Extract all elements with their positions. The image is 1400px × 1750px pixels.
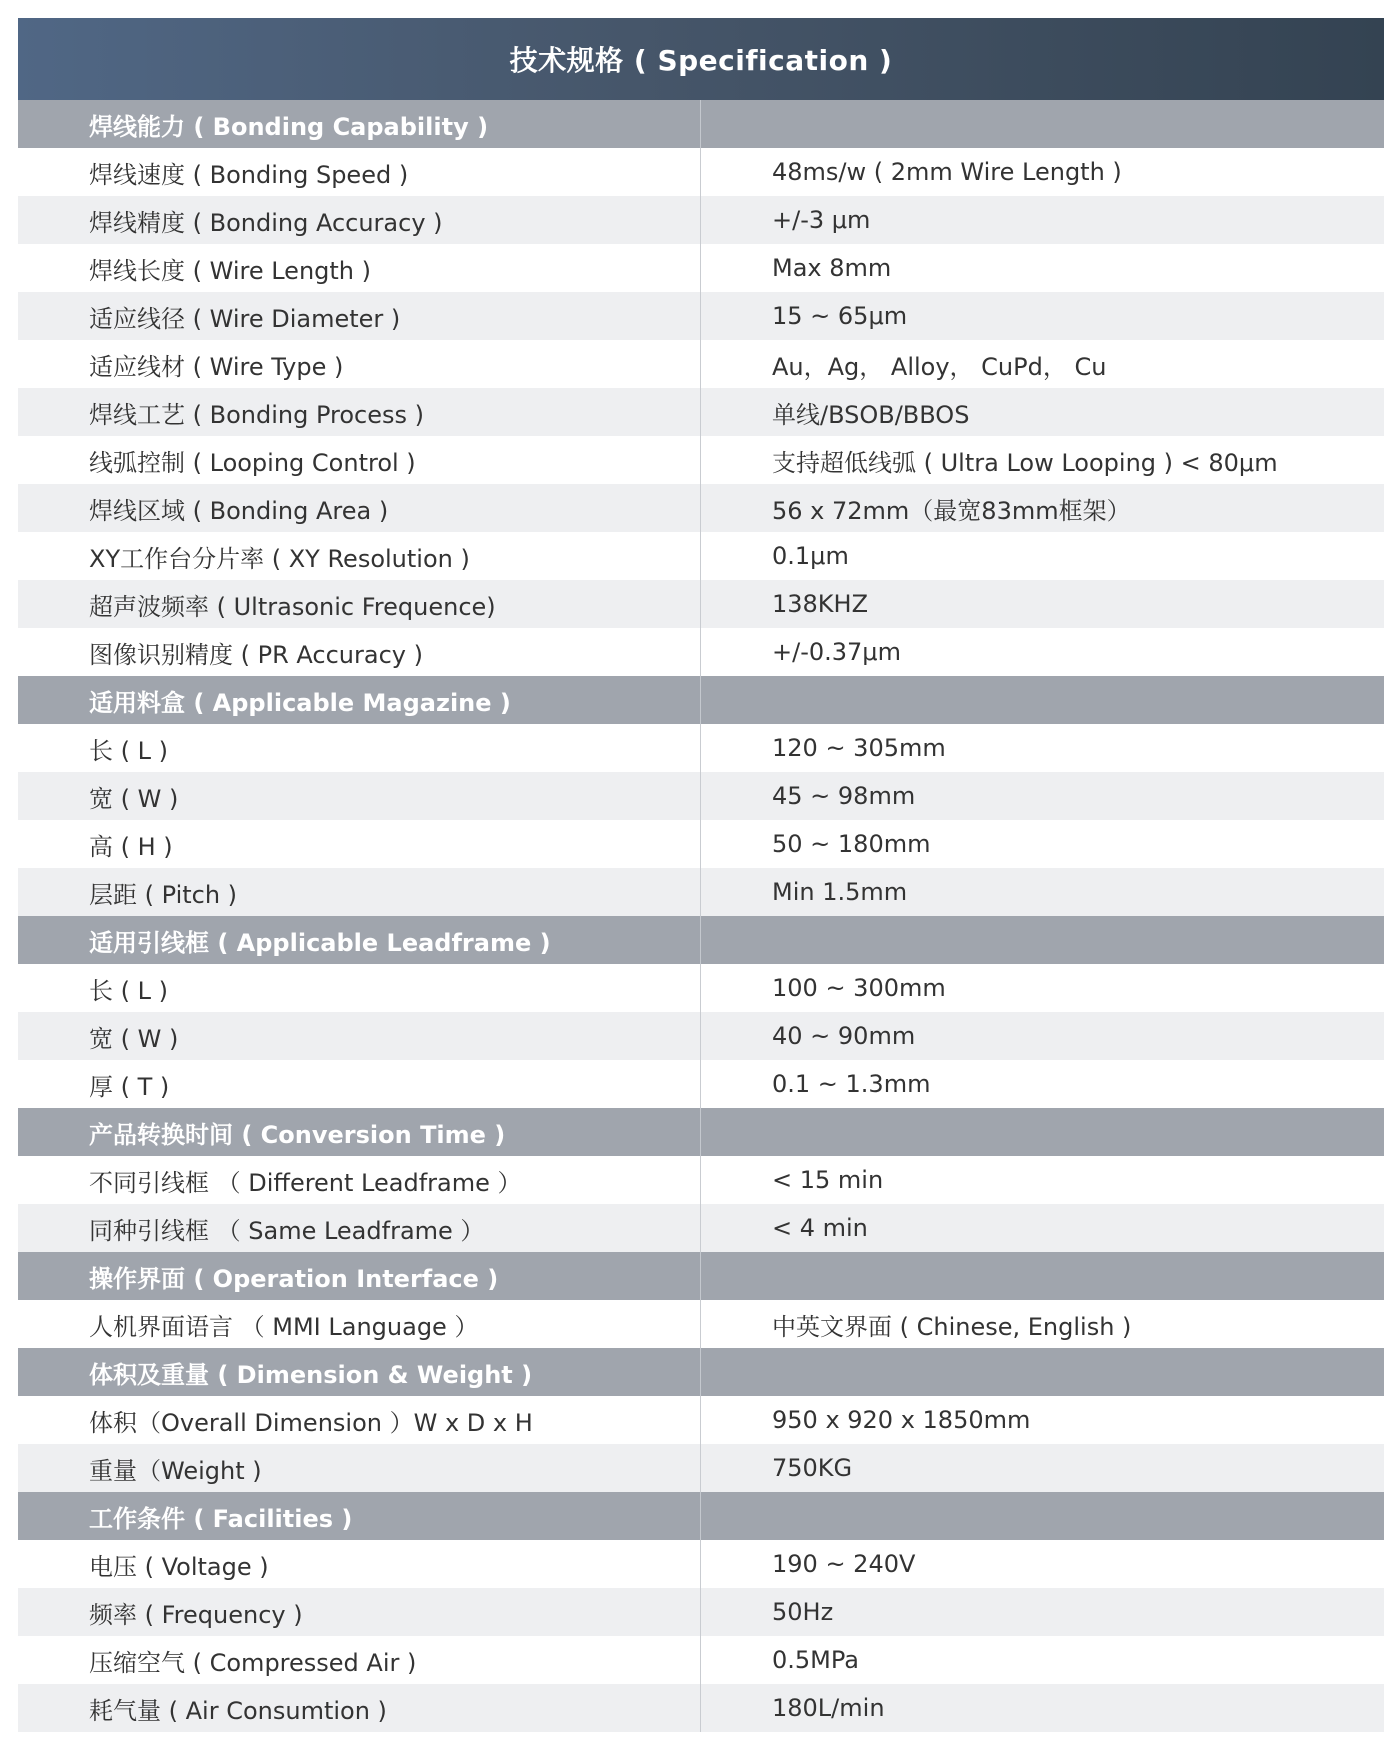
column-divider	[700, 1444, 701, 1492]
spec-label: 厚 ( T )	[89, 1072, 170, 1101]
column-divider	[700, 964, 701, 1012]
spec-value: 45 ~ 98mm	[772, 782, 916, 810]
spec-row	[18, 1540, 1384, 1588]
spec-value: 支持超低线弧 ( Ultra Low Looping ) < 80μm	[772, 448, 1278, 477]
spec-row	[18, 724, 1384, 772]
spec-value	[701, 1252, 1384, 1300]
column-divider	[700, 628, 701, 676]
spec-row	[18, 1396, 1384, 1444]
section-header-row	[18, 916, 1384, 964]
spec-value: 950 x 920 x 1850mm	[772, 1406, 1031, 1434]
spec-value	[701, 100, 1384, 148]
column-divider	[700, 1204, 701, 1252]
column-divider	[700, 1108, 701, 1156]
column-divider	[700, 916, 701, 964]
column-divider	[700, 148, 701, 196]
spec-row	[18, 484, 1384, 532]
spec-value: 15 ~ 65μm	[772, 302, 908, 330]
spec-label: 线弧控制 ( Looping Control )	[89, 448, 416, 477]
spec-rows	[18, 100, 1384, 1732]
spec-value: Min 1.5mm	[772, 878, 908, 906]
column-divider	[700, 676, 701, 724]
spec-row	[18, 868, 1384, 916]
spec-row	[18, 1204, 1384, 1252]
spec-value: 0.1μm	[772, 542, 849, 570]
spec-value: 50Hz	[772, 1598, 834, 1626]
spec-label: 不同引线框 （ Different Leadframe ）	[89, 1168, 522, 1197]
column-divider	[700, 292, 701, 340]
spec-value	[701, 1108, 1384, 1156]
spec-label: 焊线区域 ( Bonding Area )	[89, 496, 389, 525]
spec-label: 焊线工艺 ( Bonding Process )	[89, 400, 424, 429]
column-divider	[700, 1252, 701, 1300]
spec-label: 图像识别精度 ( PR Accuracy )	[89, 640, 423, 669]
section-title: 操作界面 ( Operation Interface )	[89, 1264, 499, 1293]
spec-label: 宽 ( W )	[89, 784, 179, 813]
spec-row	[18, 1156, 1384, 1204]
spec-label: 重量（Weight )	[89, 1456, 262, 1485]
spec-row	[18, 388, 1384, 436]
column-divider	[700, 196, 701, 244]
spec-value: 中英文界面 ( Chinese, English )	[772, 1312, 1132, 1341]
section-header-row	[18, 1492, 1384, 1540]
column-divider	[700, 1588, 701, 1636]
spec-row	[18, 580, 1384, 628]
spec-label: 超声波频率 ( Ultrasonic Frequence)	[89, 592, 496, 621]
spec-label: 压缩空气 ( Compressed Air )	[89, 1648, 417, 1677]
column-divider	[700, 1636, 701, 1684]
spec-label: 电压 ( Voltage )	[89, 1552, 269, 1581]
column-divider	[700, 1396, 701, 1444]
column-divider	[700, 580, 701, 628]
spec-value: 40 ~ 90mm	[772, 1022, 916, 1050]
section-header-row	[18, 1252, 1384, 1300]
spec-value	[701, 1348, 1384, 1396]
spec-value: < 15 min	[772, 1166, 884, 1194]
column-divider	[700, 532, 701, 580]
spec-row	[18, 1684, 1384, 1732]
spec-value: +/-3 μm	[772, 206, 871, 234]
spec-row	[18, 1060, 1384, 1108]
spec-label: 焊线长度 ( Wire Length )	[89, 256, 371, 285]
column-divider	[700, 820, 701, 868]
column-divider	[700, 1684, 701, 1732]
spec-row	[18, 964, 1384, 1012]
spec-label: 宽 ( W )	[89, 1024, 179, 1053]
column-divider	[700, 244, 701, 292]
spec-row	[18, 1636, 1384, 1684]
spec-row	[18, 772, 1384, 820]
spec-value: 750KG	[772, 1454, 853, 1482]
spec-row	[18, 340, 1384, 388]
spec-label: 同种引线框 （ Same Leadframe ）	[89, 1216, 485, 1245]
spec-value: 190 ~ 240V	[772, 1550, 916, 1578]
spec-label: 焊线精度 ( Bonding Accuracy )	[89, 208, 443, 237]
spec-row	[18, 244, 1384, 292]
spec-value: Max 8mm	[772, 254, 892, 282]
section-header-row	[18, 676, 1384, 724]
column-divider	[700, 772, 701, 820]
spec-value: 50 ~ 180mm	[772, 830, 931, 858]
section-title: 焊线能力 ( Bonding Capability )	[89, 112, 489, 141]
spec-label: 焊线速度 ( Bonding Speed )	[89, 160, 409, 189]
spec-value: 100 ~ 300mm	[772, 974, 946, 1002]
column-divider	[700, 1492, 701, 1540]
spec-value: 48ms/w ( 2mm Wire Length )	[772, 158, 1122, 186]
column-divider	[700, 724, 701, 772]
spec-row	[18, 1300, 1384, 1348]
spec-label: 人机界面语言 （ MMI Language ）	[89, 1312, 479, 1341]
section-title: 适用引线框 ( Applicable Leadframe )	[89, 928, 551, 957]
table-title: 技术规格 ( Specification )	[18, 18, 1384, 100]
spec-label: 长 ( L )	[89, 976, 168, 1005]
section-title: 产品转换时间 ( Conversion Time )	[89, 1120, 506, 1149]
spec-label: 适应线径 ( Wire Diameter )	[89, 304, 401, 333]
section-title: 工作条件 ( Facilities )	[89, 1504, 353, 1533]
spec-label: 层距 ( Pitch )	[89, 880, 238, 909]
section-header-row	[18, 1108, 1384, 1156]
spec-row	[18, 1588, 1384, 1636]
column-divider	[700, 868, 701, 916]
spec-label: 高 ( H )	[89, 832, 173, 861]
column-divider	[700, 340, 701, 388]
column-divider	[700, 1060, 701, 1108]
column-divider	[700, 1012, 701, 1060]
spec-value	[701, 916, 1384, 964]
spec-row	[18, 292, 1384, 340]
spec-row	[18, 196, 1384, 244]
section-header-row	[18, 100, 1384, 148]
column-divider	[700, 100, 701, 148]
spec-value	[701, 676, 1384, 724]
spec-label: 频率 ( Frequency )	[89, 1600, 303, 1629]
spec-value: Au，Ag， Alloy， CuPd， Cu	[772, 352, 1107, 381]
spec-label: 耗气量 ( Air Consumtion )	[89, 1696, 387, 1725]
spec-row	[18, 820, 1384, 868]
column-divider	[700, 1540, 701, 1588]
spec-row	[18, 436, 1384, 484]
section-title: 体积及重量 ( Dimension & Weight )	[89, 1360, 533, 1389]
column-divider	[700, 388, 701, 436]
spec-value: +/-0.37μm	[772, 638, 901, 666]
section-header-row	[18, 1348, 1384, 1396]
column-divider	[700, 1348, 701, 1396]
spec-row	[18, 532, 1384, 580]
spec-value	[701, 1492, 1384, 1540]
spec-value: 0.5MPa	[772, 1646, 859, 1674]
spec-value: 56 x 72mm（最宽83mm框架）	[772, 496, 1131, 525]
section-title: 适用料盒 ( Applicable Magazine )	[89, 688, 511, 717]
spec-value: 138KHZ	[772, 590, 869, 618]
spec-value: 单线/BSOB/BBOS	[772, 400, 970, 429]
spec-label: 长 ( L )	[89, 736, 168, 765]
spec-row	[18, 1444, 1384, 1492]
spec-value: 0.1 ~ 1.3mm	[772, 1070, 931, 1098]
spec-label: 适应线材 ( Wire Type )	[89, 352, 344, 381]
column-divider	[700, 436, 701, 484]
column-divider	[700, 1156, 701, 1204]
specification-table	[18, 18, 1384, 1732]
column-divider	[700, 1300, 701, 1348]
spec-value: < 4 min	[772, 1214, 868, 1242]
spec-value: 180L/min	[772, 1694, 885, 1722]
spec-label: 体积（Overall Dimension ）W x D x H	[89, 1408, 533, 1437]
spec-row	[18, 1012, 1384, 1060]
column-divider	[700, 484, 701, 532]
spec-row	[18, 148, 1384, 196]
spec-row	[18, 628, 1384, 676]
spec-label: XY工作台分片率 ( XY Resolution )	[89, 544, 470, 573]
spec-value: 120 ~ 305mm	[772, 734, 946, 762]
